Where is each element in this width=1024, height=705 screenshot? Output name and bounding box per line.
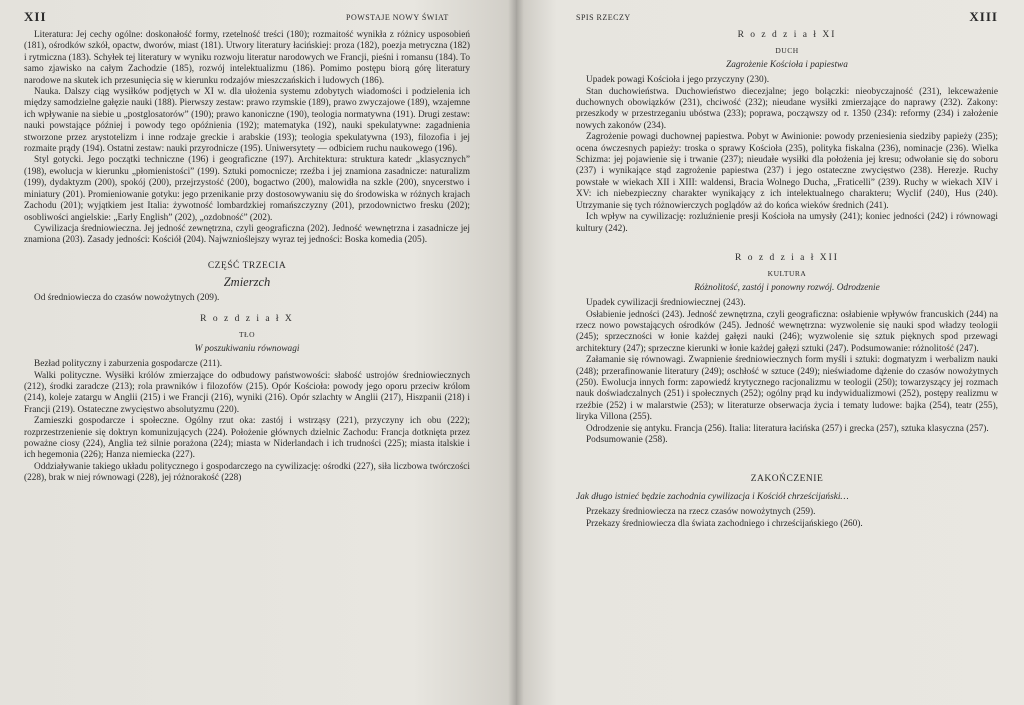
paragraph: Przekazy średniowiecza na rzecz czasów nowożytnych (259). bbox=[586, 507, 816, 518]
paragraph: Upadek powagi Kościoła i jego przyczyny (230). bbox=[586, 75, 770, 86]
chapter-xi-label: R o z d z i a ł XI bbox=[737, 30, 837, 40]
paragraph: Zamieszki gospodarcze i społeczne. Ogólny rzut oka: zastój i wstrząsy (221), przyczyny ich obu (222); rozprzestrzenienie się doktryn komunizujących (224). Położenie głównych dzielnic Zachodu: Francja dotknięta przez poważne ciosy (224), Anglia też silnie porażona (224); miasta w Niderlandach i ich trudności (225); miasta italskie i ich hegemonia (226); Hanza niemiecka (227). bbox=[24, 416, 470, 461]
chapter-x-label: R o z d z i a ł X bbox=[200, 313, 294, 324]
paragraph: Cywilizacja średniowieczna. Jej jedność zewnętrzna, czyli geograficzna (202). Jedność wewnętrzna i zasadnicze jej znamiona (203). Zasady jedności: Kościół (204). Najwznioślejszy wyraz tej jedności: Boska komedia (205). bbox=[24, 223, 470, 246]
paragraph: Podsumowanie (258). bbox=[586, 435, 668, 445]
chapter-xii-subtitle: Różnolitość, zastój i ponowny rozwój. Odrodzenie bbox=[694, 282, 880, 293]
left-page-number: XII bbox=[24, 9, 47, 24]
paragraph: Osłabienie jedności (243). Jedność zewnętrzna, czyli geograficzna: osłabienie wpływów francuskich (244) na rzecz nowo powstających ośrodków (245). Jedność wewnętrzna: wyzwolenie się nauki spod władzy teologii (245); sprzeczności w łonie każdej gałęzi nauki (246); wyzwolenie się sztuk pięknych spod przewagi architektury (247); sprzeczne kierunki w łonie każdej gałęzi sztuki (247). Podsumowanie: różnolitość (247). bbox=[576, 309, 998, 354]
conclusion-subtitle: Jak długo istnieć będzie zachodnia cywilizacja i Kościół chrześcijański… bbox=[576, 491, 849, 502]
paragraph: Załamanie się równowagi. Zwapnienie średniowiecznych form myśli i sztuki: dogmatyzm i werbalizm nauki (248); przerafinowanie literatury (249); oschłość w sztuce (249); nieświadome dążenie do czasów nowożytnych (250). Ewolucja innych form: zapowiedź krytycznego racjonalizmu w teologii (250); towarzyszący jej rozmach nauk doświadczalnych (251) i społecznych (252); ogólny prąd ku indywidualizmowi (252), postępy realizmu w rzeźbie (252) i w malarstwie (253); w literaturze obserwacja życia i tematy ludowe: bajka (254), teatr (255), liryka Villona (255). bbox=[576, 355, 998, 423]
conclusion-paragraphs bbox=[576, 507, 998, 530]
paragraph: Styl gotycki. Jego początki techniczne (196) i geograficzne (197). Architektura: struktura katedr „klasycznych” (198), ewolucja w kierunku „płomienistości” (199). Sztuki pomocnicze; rzeźba i jej znamiona zasadnicze: naturalizm (199), dydaktyzm (200), spokój (200), przejrzystość (200), bogactwo (200), malowidła na szkle (200), snycerstwo i miniatury (201). Promieniowanie gotyku: jego przenikanie przy dostosowywaniu się do środowiska w różnych krajach Zachodu (201); wyjątkiem jest Italia: żywotność lombardzkiej romańszczyzny (201), przodownictwo fresku (202); osobliwości angielskie: „Early English” (202), „ozdobność” (202). bbox=[24, 155, 470, 223]
paragraph: Odrodzenie się antyku. Francja (256). Italia: literatura łacińska (257) i grecka (257), sztuka klasyczna (257). bbox=[586, 423, 989, 434]
paragraph: Ich wpływ na cywilizację: rozluźnienie presji Kościoła na umysły (241); koniec jedności (242) i równowagi kultury (242). bbox=[576, 212, 998, 234]
conclusion-label: ZAKOŃCZENIE bbox=[750, 474, 824, 485]
paragraph: Stan duchowieństwa. Duchowieństwo diecezjalne; jego bolączki: nieobyczajność (231), lekceważenie duchownych obowiązków (231), chciwość (232); nieudane wysiłki zmierzające do naprawy (232). Zakony: przeszkody w przestrzeganiu ubóstwa (233); poprawa, począwszy od r. 1350 (234): reformy (234) i założenie nowych zakonów (234). bbox=[576, 86, 998, 131]
book-gutter bbox=[508, 0, 524, 705]
left-running-title: POWSTAJE NOWY ŚWIAT bbox=[346, 13, 449, 22]
chapter-xii-paragraphs bbox=[576, 298, 998, 446]
chapter-xii-small: KULTURA bbox=[767, 269, 807, 279]
paragraph: Bezład polityczny i zaburzenia gospodarcze (211). bbox=[34, 359, 223, 370]
chapter-xi-paragraphs bbox=[576, 75, 998, 235]
paragraph: Nauka. Dalszy ciąg wysiłków podjętych w XI w. dla ułożenia systemu zdobytych wiadomości i podzielenia ich między samodzielne gałęzie nauki (188). Pierwszy zestaw: prawo rzymskie (189), prawo zwyczajowe (189), wzajemne ich wpływanie na siebie u „postglosatorów” (190); prawo kanoniczne (190), teologia normatywna (191). Drugi zestaw: nauki powstające później i powody tego opóźnienia (192); matematyka (192), nauki spekulatywne: zagadnienia stworzone przez arystotelizm i inne rodzaje greckie i arabskie (193); teologia spekulatywna (193), filozofia i jej rozmaite prądy (194). Ostatni zestaw: nauki przyrodnicze (195). Uniwersytety — odbiciem ruchu naukowego (196). bbox=[24, 87, 470, 155]
left-paragraphs-1 bbox=[24, 30, 470, 247]
chapter-xi-small: DUCH bbox=[775, 46, 799, 56]
part-subtitle: Od średniowiecza do czasów nowożytnych (209). bbox=[34, 292, 220, 303]
chapter-x-subtitle: W poszukiwaniu równowagi bbox=[194, 343, 300, 354]
paragraph: Przekazy średniowiecza dla świata zachodniego i chrześcijańskiego (260). bbox=[586, 518, 863, 529]
right-page-header bbox=[576, 8, 998, 30]
paragraph: Walki polityczne. Wysiłki królów zmierzające do odbudowy państwowości: słabość ustrojów średniowiecznych (212), środki zaradcze (213); rola prawników i filozofów (215). Opór Kościoła: powody jego oporu przeciw królom (214), koleje zatargu w Anglii (215) i we Francji (216), wyniki (216). Opór szlachty w Anglii (217), Hiszpanii (218) i Francji (219). Ostateczne zwycięstwo absolutyzmu (220). bbox=[24, 370, 470, 415]
paragraph: Zagrożenie powagi duchownej papiestwa. Pobyt w Awinionie: powody przeniesienia siedziby papieży (235); ocena ówczesnych papieży: troska o sprawy Kościoła (235), polityka fiskalna (236), nominacje (236). Wielka Schizma: jej pojawienie się i trwanie (237); nieudałe wysiłki dla położenia jej kresu; odwołanie się do soboru (237) i wynikające stąd zagrożenie papiestwa (237) i jego ostateczne zwycięstwo (238). Herezje. Ruchy powstałe w wiekach XII i XIII: waldensi, Bracia Wolnego Ducha, „Fraticelli” (239). Ruchy w wiekach XIV i XV: ich niebezpieczny charakter wynikający z ich intelektualnego charakteru; Wyclif (240), Hus (240). Utrzymanie się tych różnowierczych poglądów aż do końca wieków średnich (241). bbox=[576, 132, 998, 211]
left-paragraphs-2 bbox=[24, 359, 470, 484]
part-label: CZĘŚĆ TRZECIA bbox=[207, 260, 287, 271]
left-page-header bbox=[24, 8, 470, 30]
paragraph: Literatura: Jej cechy ogólne: doskonałość formy, rzetelność treści (180); rozmaitość wynikła z różnicy usposobień (181), ośrodków szkół, opactw, dworów, miast (181). Utwory literatury łacińskiej: proza (182), poezja metryczna (182) i rytmiczna (183). Schyłek tej literatury w wyniku rozwoju literatur narodowych we Francji, pieśni i romansu (184). To samo zjawisko na całym Zachodzie (185), rozwój intelektualizmu (186). Pomimo postępu biorą górę literatury narodowe na skutek ich przesunięcia się w kierunku rodzajów mieszczańskich i ludowych (186). bbox=[24, 30, 470, 86]
right-page-number: XIII bbox=[969, 9, 998, 24]
right-page bbox=[516, 0, 1024, 705]
part-title: Zmierzch bbox=[223, 275, 271, 290]
paragraph: Oddziaływanie takiego układu politycznego i gospodarczego na cywilizację: ośrodki (227), siła liczbowa twórczości (228), brak w niej równowagi (228), jej różnorakość (228) bbox=[24, 461, 470, 484]
right-running-title: SPIS RZECZY bbox=[576, 13, 631, 22]
chapter-xii-label: R o z d z i a ł XII bbox=[735, 252, 839, 263]
chapter-x-small: TŁO bbox=[238, 330, 256, 340]
chapter-xi-subtitle: Zagrożenie Kościoła i papiestwa bbox=[726, 59, 848, 70]
paragraph: Upadek cywilizacji średniowiecznej (243). bbox=[586, 298, 746, 309]
